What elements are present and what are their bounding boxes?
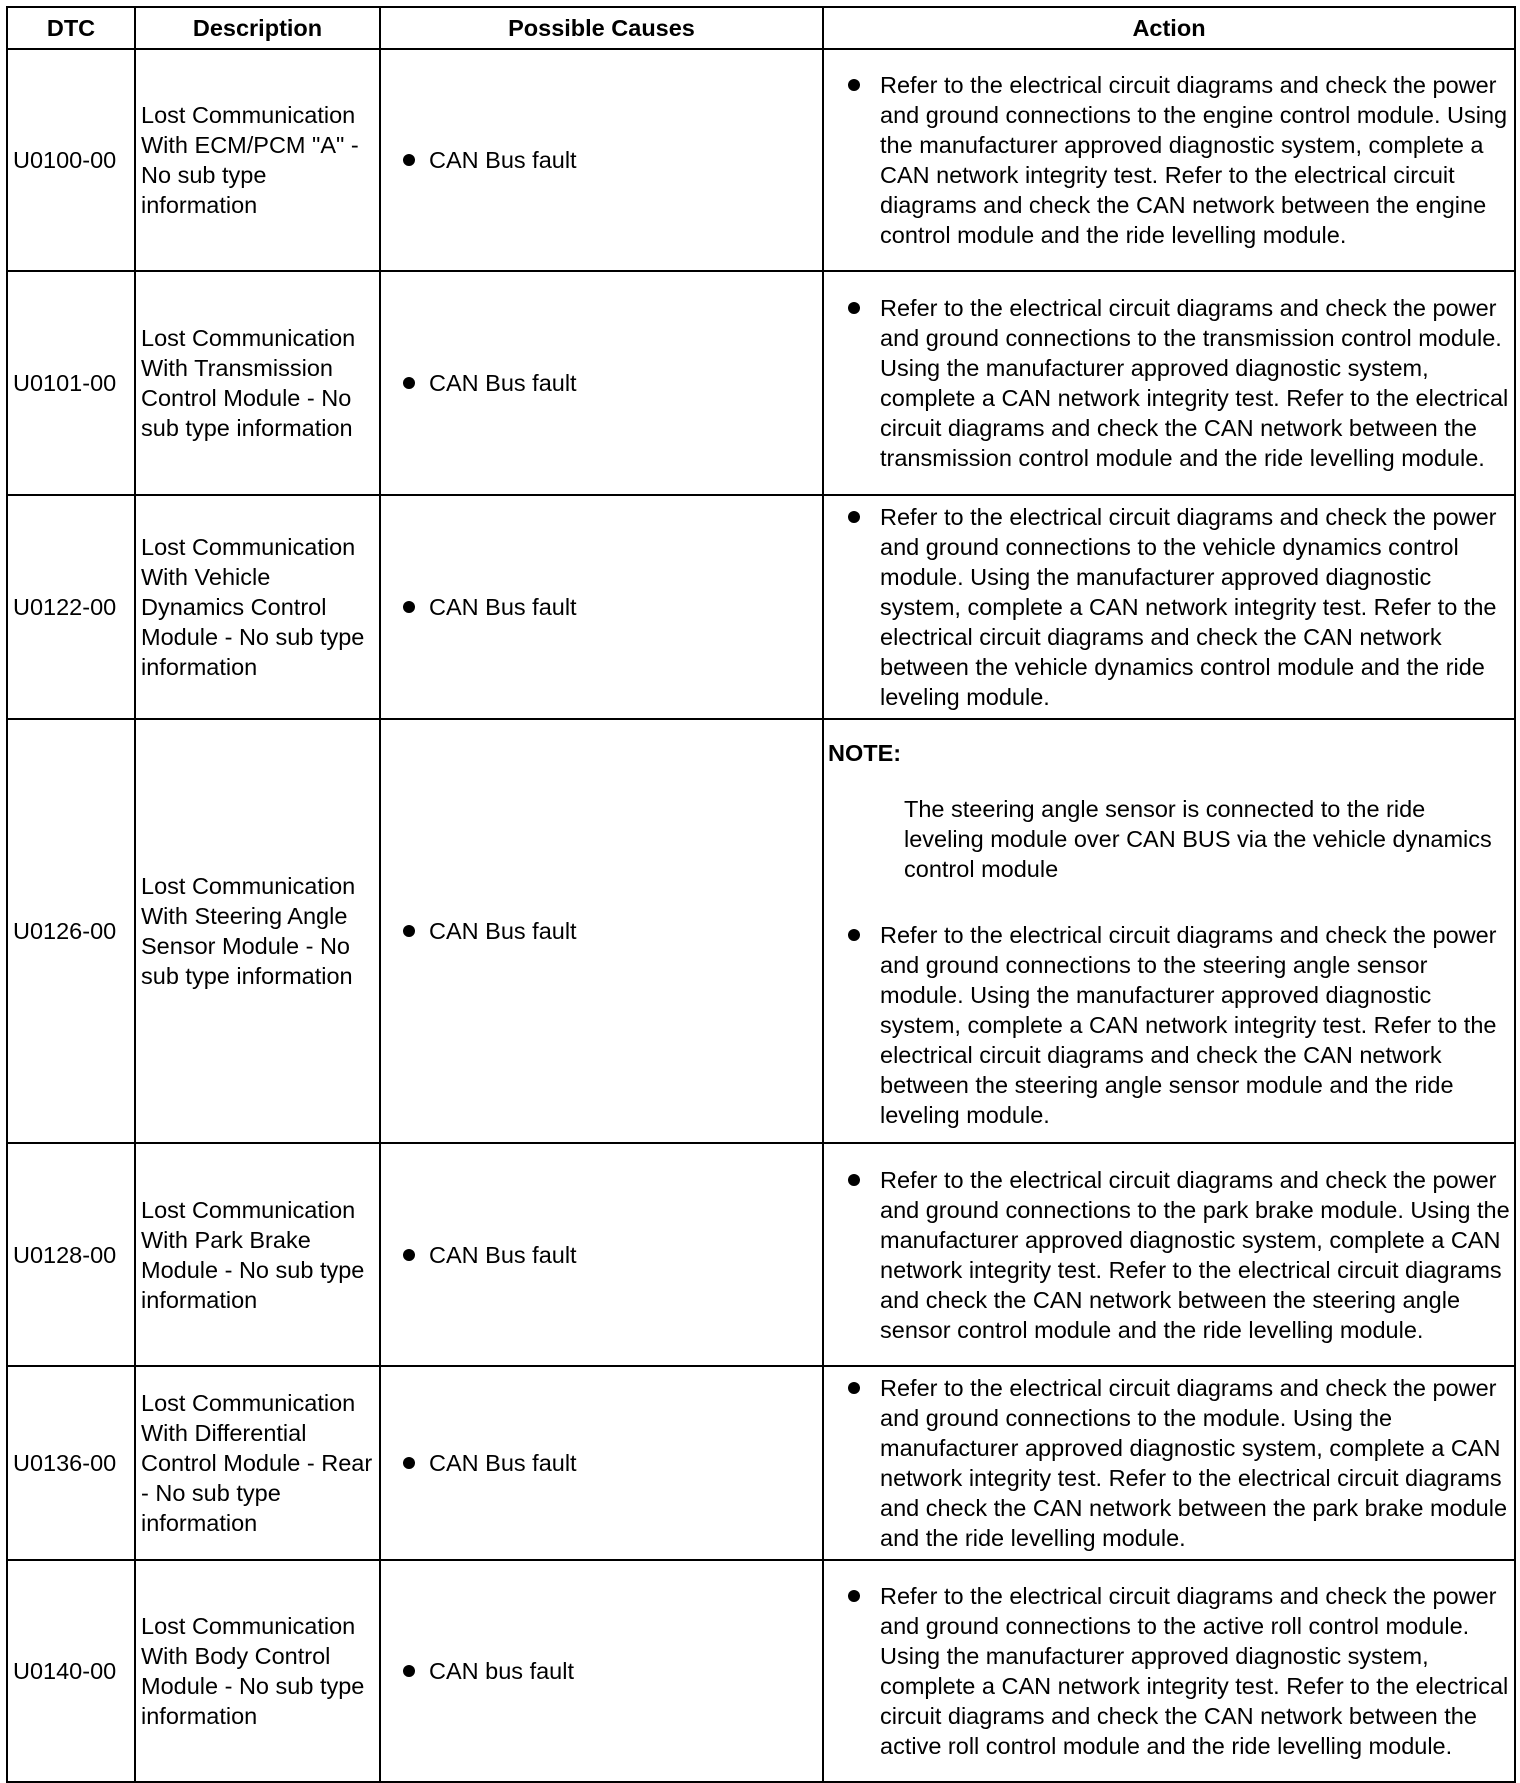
bullet-icon [848, 929, 860, 941]
dtc-description: Lost Communication With Differential Control Module - Rear - No sub type information [135, 1366, 380, 1560]
cause-text: CAN Bus fault [429, 147, 577, 173]
table-row [7, 1366, 1515, 1560]
dtc-description: Lost Communication With Vehicle Dynamics Control Module - No sub type information [135, 495, 380, 719]
note-text: The steering angle sensor is connected to the ride leveling module over CAN BUS via the vehicle dynamics control module [904, 796, 1492, 882]
possible-cause [380, 719, 823, 1143]
bullet-icon [403, 1665, 415, 1677]
possible-cause [380, 271, 823, 495]
cause-text: CAN Bus fault [429, 918, 577, 944]
possible-cause [380, 1560, 823, 1782]
action-text: Refer to the electrical circuit diagrams and check the power and ground connections to the steering angle sensor module. Using the manufacturer approved diagnostic system, complete a CAN network integrity test. Refer to the electrical circuit diagrams and check the CAN network between the steering angle sensor module and the ride leveling module. [880, 922, 1497, 1128]
dtc-code: U0136-00 [7, 1366, 135, 1560]
bullet-icon [848, 511, 860, 523]
dtc-description: Lost Communication With ECM/PCM "A" - No sub type information [135, 49, 380, 271]
dtc-code: U0100-00 [7, 49, 135, 271]
dtc-description: Lost Communication With Steering Angle Sensor Module - No sub type information [135, 719, 380, 1143]
action-text: Refer to the electrical circuit diagrams and check the power and ground connections to the module. Using the manufacturer approved diagnostic system, complete a CAN network integrity test. Refer to the electrical circuit diagrams and check the CAN network between the park brake module and the ride levelling module. [880, 1375, 1508, 1551]
bullet-icon [403, 154, 415, 166]
action-text: Refer to the electrical circuit diagrams and check the power and ground connections to the vehicle dynamics control module. Using the manufacturer approved diagnostic system, complete a CAN network integrity test. Refer to the electrical circuit diagrams and check the CAN network between the vehicle dynamics control module and the ride leveling module. [880, 504, 1497, 710]
table-row [7, 49, 1515, 271]
action-text: Refer to the electrical circuit diagrams and check the power and ground connections to the transmission control module. Using the manufacturer approved diagnostic system, complete a CAN network integrity test. Refer to the electrical circuit diagrams and check the CAN network between the transmission control module and the ride levelling module. [880, 295, 1509, 471]
action-cell [823, 49, 1515, 271]
action-text: Refer to the electrical circuit diagrams and check the power and ground connections to the engine control module. Using the manufacturer approved diagnostic system, complete a CAN network integrity test. Refer to the electrical circuit diagrams and check the CAN network between the engine control module and the ride levelling module. [880, 72, 1508, 248]
action-cell [823, 1560, 1515, 1782]
table-row [7, 719, 1515, 1143]
dtc-code: U0101-00 [7, 271, 135, 495]
bullet-icon [848, 1590, 860, 1602]
dtc-code: U0140-00 [7, 1560, 135, 1782]
action-cell [823, 271, 1515, 495]
bullet-icon [848, 302, 860, 314]
action-cell [823, 1143, 1515, 1366]
header-dtc: DTC [7, 7, 135, 49]
bullet-icon [403, 601, 415, 613]
header-row [7, 7, 1515, 49]
cause-text: CAN Bus fault [429, 1241, 577, 1268]
possible-cause [380, 1143, 823, 1366]
header-possible-causes: Possible Causes [380, 7, 823, 49]
cause-text: CAN bus fault [429, 1658, 574, 1684]
bullet-icon [403, 377, 415, 389]
dtc-code: U0122-00 [7, 495, 135, 719]
bullet-icon [403, 1457, 415, 1469]
bullet-icon [848, 1382, 860, 1394]
dtc-description: Lost Communication With Body Control Module - No sub type information [135, 1560, 380, 1782]
note-label: NOTE: [828, 740, 902, 766]
bullet-icon [848, 1174, 860, 1186]
possible-cause [380, 1366, 823, 1560]
header-action: Action [823, 7, 1515, 49]
dtc-code: U0128-00 [7, 1143, 135, 1366]
bullet-icon [403, 1249, 415, 1261]
action-text: Refer to the electrical circuit diagrams and check the power and ground connections to the active roll control module. Using the manufacturer approved diagnostic system, complete a CAN network integrity test. Refer to the electrical circuit diagrams and check the CAN network between the active roll control module and the ride levelling module. [880, 1583, 1509, 1759]
table-row [7, 271, 1515, 495]
table-row [7, 495, 1515, 719]
action-cell [823, 719, 1515, 1143]
table-row [7, 1143, 1515, 1366]
bullet-icon [848, 79, 860, 91]
cause-text: CAN Bus fault [429, 370, 577, 396]
dtc-table [6, 6, 1516, 1783]
possible-cause [380, 49, 823, 271]
table-row [7, 1560, 1515, 1782]
action-cell [823, 1366, 1515, 1560]
action-text: Refer to the electrical circuit diagrams and check the power and ground connections to the park brake module. Using the manufacturer approved diagnostic system, complete a CAN network integrity test. Refer to the electrical circuit diagrams and check the CAN network between the steering angle sensor control module and the ride levelling module. [880, 1166, 1510, 1343]
header-description: Description [135, 7, 380, 49]
dtc-description: Lost Communication With Transmission Control Module - No sub type information [135, 271, 380, 495]
cause-text: CAN Bus fault [429, 594, 577, 620]
cause-text: CAN Bus fault [429, 1450, 577, 1476]
dtc-description: Lost Communication With Park Brake Module - No sub type information [135, 1143, 380, 1366]
bullet-icon [403, 925, 415, 937]
possible-cause [380, 495, 823, 719]
dtc-code: U0126-00 [7, 719, 135, 1143]
action-cell [823, 495, 1515, 719]
